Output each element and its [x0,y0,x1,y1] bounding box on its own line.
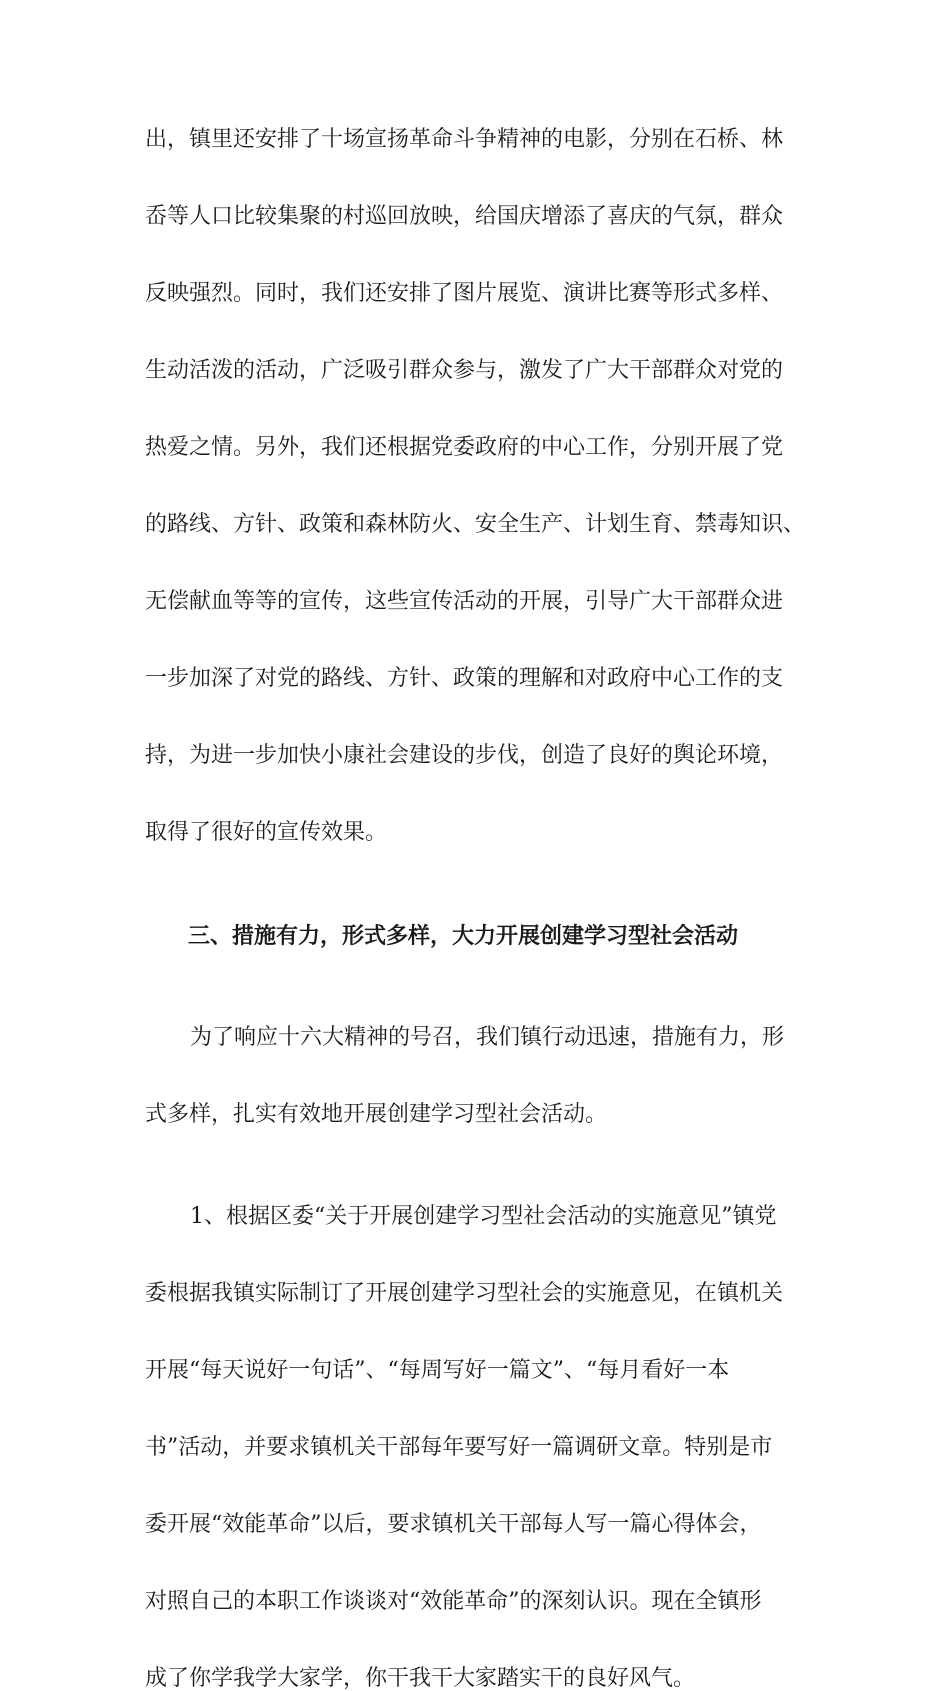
text-line: 为了响应十六大精神的号召，我们镇行动迅速，措施有力，形 [190,1025,785,1050]
text-line: 生动活泼的活动，广泛吸引群众参与，激发了广大干部群众对党的 [145,358,784,383]
text-line: 取得了很好的宣传效果。 [145,820,388,845]
text-line: 出，镇里还安排了十场宣扬革命斗争精神的电影，分别在石桥、林 [145,127,784,152]
paragraph-continued [145,128,810,845]
document-body [145,128,810,1691]
text-line: 反映强烈。同时，我们还安排了图片展览、演讲比赛等形式多样、 [145,281,784,306]
text-line: 成了你学我学大家学，你干我干大家踏实干的良好风气。 [145,1666,696,1691]
text-line: 开展“每天说好一句话”、“每周写好一篇文”、“每月看好一本 [145,1358,730,1383]
text-line: 一步加深了对党的路线、方针、政策的理解和对政府中心工作的支 [145,666,784,691]
text-line: 的路线、方针、政策和森林防火、安全生产、计划生育、禁毒知识、 [145,512,806,537]
paragraph-item-1 [145,1205,810,1691]
text-line: 1、根据区委“关于开展创建学习型社会活动的实施意见”镇党 [190,1204,777,1229]
text-line: 式多样，扎实有效地开展创建学习型社会活动。 [145,1102,608,1127]
text-line: 岙等人口比较集聚的村巡回放映，给国庆增添了喜庆的气氛，群众 [145,204,784,229]
text-line: 书”活动，并要求镇机关干部每年要写好一篇调研文章。特别是市 [145,1435,773,1460]
text-line: 对照自己的本职工作谈谈对“效能革命”的深刻认识。现在全镇形 [145,1589,762,1614]
text-line: 热爱之情。另外，我们还根据党委政府的中心工作，分别开展了党 [145,435,784,460]
text-line: 委开展“效能革命”以后，要求镇机关干部每人写一篇心得体会， [145,1512,762,1537]
section-heading: 三、措施有力，形式多样，大力开展创建学习型社会活动 [188,923,739,949]
text-line: 持，为进一步加快小康社会建设的步伐，创造了良好的舆论环境， [145,743,784,768]
paragraph-intro [145,1026,810,1127]
text-line: 委根据我镇实际制订了开展创建学习型社会的实施意见，在镇机关 [145,1281,784,1306]
text-line: 无偿献血等等的宣传，这些宣传活动的开展，引导广大干部群众进 [145,589,784,614]
